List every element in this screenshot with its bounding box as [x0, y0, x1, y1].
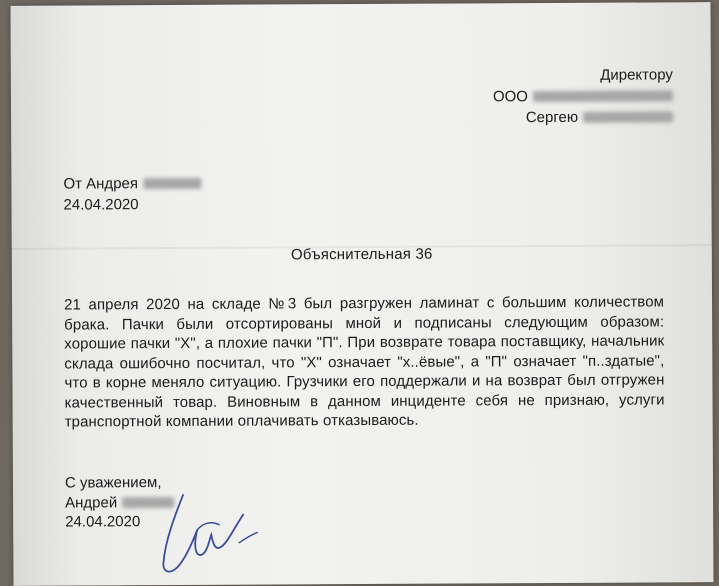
signature-graphic	[153, 485, 263, 581]
closing-date: 24.04.2020	[65, 513, 141, 531]
sender-name: От Андрея	[63, 173, 201, 195]
signature-stroke-main	[163, 495, 243, 572]
document-title: Объяснительная 36	[290, 245, 433, 264]
sender-block	[63, 173, 201, 216]
redacted-company-name	[533, 90, 673, 102]
recipient-block	[493, 64, 673, 128]
letter-page	[10, 2, 713, 586]
closing-name: Андрей	[65, 492, 174, 512]
signature-stroke-cross	[197, 523, 219, 530]
sender-date: 24.04.2020	[63, 196, 139, 214]
recipient-company: ООО	[493, 85, 673, 107]
redacted-sender-surname	[143, 178, 201, 189]
closing-regards: С уважением,	[64, 474, 162, 492]
recipient-name: Сергею	[493, 106, 673, 128]
signature-stroke-tail	[239, 533, 257, 543]
recipient-position: Директору	[600, 66, 673, 84]
redacted-recipient-surname	[583, 111, 673, 122]
body-paragraph: 21 апреля 2020 на складе №3 был разгружен ламинат с большим количеством брака. Пачки были отсортированы мной и подписаны следующим образом: хорошие пачки "Х", а плохие пачки "П". При возврате товара поставщику, начальник склада ошибочно посчитал, что "Х" означает "х..ёвые", а "П" означает "п..здатые", что в корне меняло ситуацию. Грузчики его поддержали и на возврат был отгружен качественный товар. Виновным в данном инциденте себя не признаю, услуги транспортной компании оплачивать отказываюсь.	[64, 293, 665, 431]
